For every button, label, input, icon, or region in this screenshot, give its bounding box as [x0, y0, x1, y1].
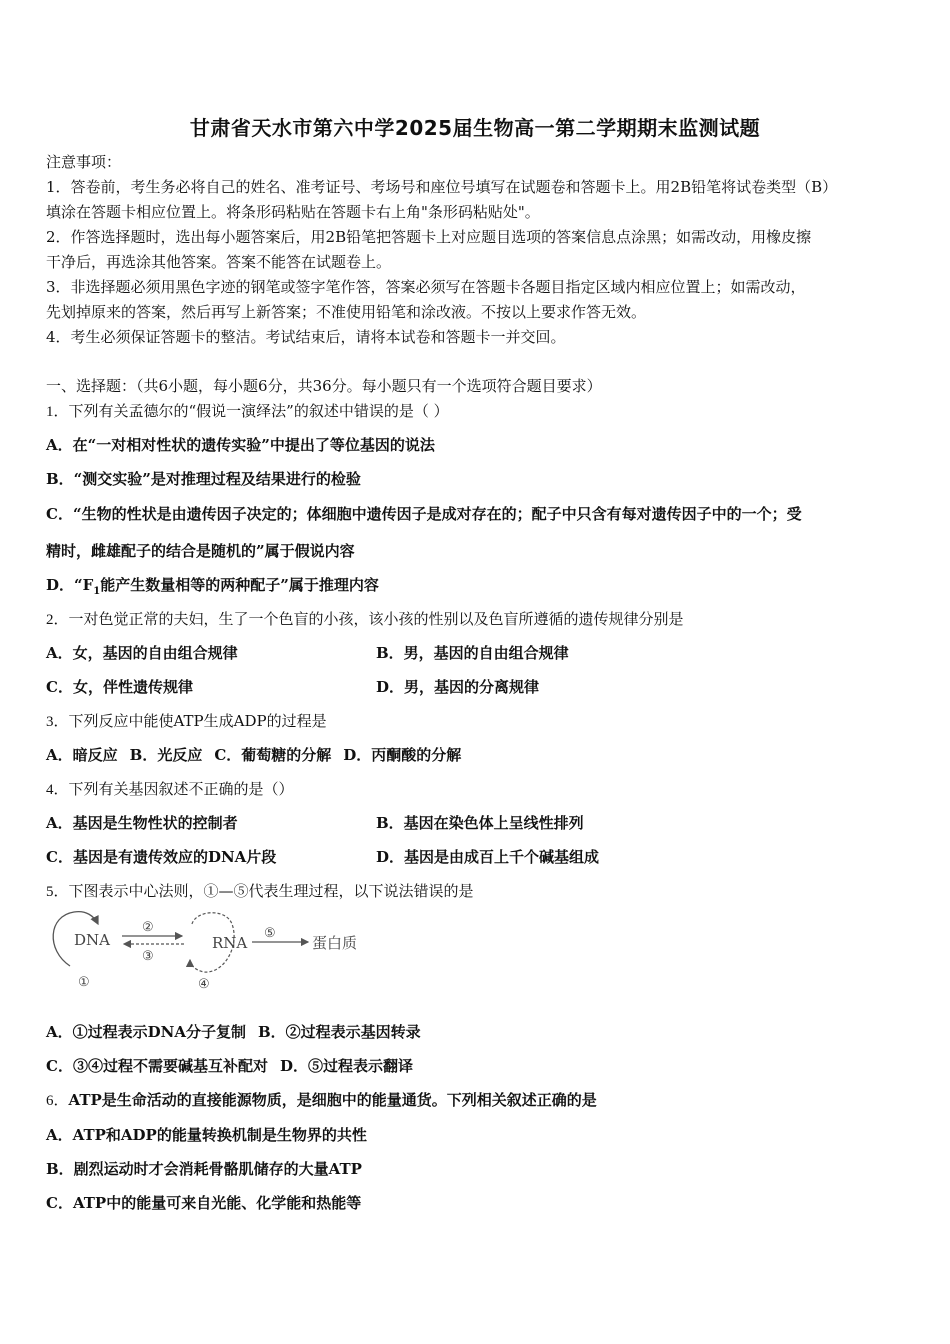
section-heading: 一、选择题：（共6小题，每小题6分，共36分。每小题只有一个选项符合题目要求）	[46, 377, 602, 395]
q3-options	[46, 745, 461, 765]
question-number: 4．	[46, 782, 69, 798]
q2-option-c: C．女，伴性遗传规律	[46, 678, 193, 696]
protein-label: 蛋白质	[312, 934, 358, 952]
question-text: ATP是生命活动的直接能源物质，是细胞中的能量通货。下列相关叙述正确的是	[68, 1091, 597, 1109]
q4-option-b: B．基因在染色体上呈线性排列	[376, 814, 584, 832]
q5-option-a: A．①过程表示DNA分子复制	[46, 1023, 246, 1041]
question-number: 2．	[46, 612, 69, 628]
q2-option-d: D．男，基因的分离规律	[376, 678, 540, 696]
q2-options-row-1	[46, 643, 238, 663]
question-text: 下列反应中能使ATP生成ADP的过程是	[68, 712, 327, 730]
q5-option-c: C．③④过程不需要碱基互补配对	[46, 1057, 268, 1075]
notice-line: 1．答卷前，考生务必将自己的姓名、准考证号、考场号和座位号填写在试题卷和答题卡上。用2B铅笔将试卷类型（B）	[46, 178, 838, 196]
question-number: 1．	[46, 404, 69, 420]
question-2-stem	[46, 609, 684, 630]
q4-option-a: A．基因是生物性状的控制者	[46, 814, 238, 832]
notice-line: 2．作答选择题时，选出每小题答案后，用2B铅笔把答题卡上对应题目选项的答案信息点涂黑；如需改动，用橡皮擦	[46, 228, 812, 246]
question-text: 下列有关孟德尔的“假说一演绎法”的叙述中错误的是（ ）	[68, 402, 449, 420]
question-1-stem	[46, 401, 449, 422]
option-text: 能产生数量相等的两种配子”属于推理内容	[100, 576, 379, 594]
question-text: 下列有关基因叙述不正确的是（）	[68, 780, 294, 798]
q1-option-c-cont: 精时，雌雄配子的结合是随机的”属于假说内容	[46, 542, 355, 560]
question-number: 6．	[46, 1093, 69, 1109]
process-3-label: ③	[142, 949, 154, 964]
process-5-label: ⑤	[264, 926, 276, 941]
notice-line: 填涂在答题卡相应位置上。将条形码粘贴在答题卡右上角"条形码粘贴处"。	[46, 203, 540, 221]
notice-line: 3．非选择题必须用黑色字迹的钢笔或签字笔作答，答案必须写在答题卡各题目指定区域内相应位置上；如需改动，	[46, 278, 806, 296]
process-4-label: ④	[198, 977, 210, 992]
q6-option-a: A．ATP和ADP的能量转换机制是生物界的共性	[46, 1126, 367, 1144]
q2-option-a: A．女，基因的自由组合规律	[46, 644, 238, 662]
question-5-stem	[46, 881, 474, 902]
subscript: 1	[93, 586, 101, 597]
rna-label: RNA	[212, 934, 248, 952]
q5-options-row-1	[46, 1022, 421, 1042]
question-number: 5．	[46, 884, 69, 900]
question-4-stem	[46, 779, 294, 800]
notice-line: 先划掉原来的答案，然后再写上新答案；不准使用铅笔和涂改液。不按以上要求作答无效。	[46, 303, 647, 321]
q3-option-d: D．丙酮酸的分解	[343, 746, 462, 764]
option-text: D．“F	[46, 576, 94, 594]
q1-option-d	[46, 575, 379, 602]
question-text: 下图表示中心法则，①—⑤代表生理过程，以下说法错误的是	[68, 882, 474, 900]
q5-option-d: D．⑤过程表示翻译	[279, 1057, 413, 1075]
question-text: 一对色觉正常的夫妇，生了一个色盲的小孩，该小孩的性别以及色盲所遵循的遗传规律分别是	[68, 610, 684, 628]
q2-option-b: B．男，基因的自由组合规律	[376, 644, 569, 662]
page-title: 甘肃省天水市第六中学2025届生物高一第二学期期末监测试题	[189, 116, 761, 140]
q6-option-c: C．ATP中的能量可来自光能、化学能和热能等	[46, 1194, 362, 1212]
q3-option-c: C．葡萄糖的分解	[214, 746, 332, 764]
q1-option-a: A．在“一对相对性状的遗传实验”中提出了等位基因的说法	[46, 436, 435, 454]
notice-heading: 注意事项：	[46, 153, 122, 171]
notice-line: 干净后，再选涂其他答案。答案不能答在试题卷上。	[46, 253, 392, 271]
q3-option-b: B．光反应	[129, 746, 203, 764]
q5-options-row-2	[46, 1056, 413, 1076]
central-dogma-diagram	[44, 906, 374, 992]
question-3-stem	[46, 711, 327, 732]
q5-option-b: B．②过程表示基因转录	[258, 1023, 421, 1041]
q1-option-c: C．“生物的性状是由遗传因子决定的；体细胞中遗传因子是成对存在的；配子中只含有每对遗传因子中的一个；受	[46, 505, 802, 523]
q4-option-d: D．基因是由成百上千个碱基组成	[376, 848, 600, 866]
process-2-label: ②	[142, 920, 154, 935]
q4-option-c: C．基因是有遗传效应的DNA片段	[46, 848, 277, 866]
question-number: 3．	[46, 714, 69, 730]
q4-options-row-1	[46, 813, 238, 833]
notice-line: 4．考生必须保证答题卡的整洁。考试结束后，请将本试卷和答题卡一并交回。	[46, 328, 566, 346]
q1-option-b: B．“测交实验”是对推理过程及结果进行的检验	[46, 470, 361, 488]
question-6-stem	[46, 1090, 597, 1111]
q6-option-b: B．剧烈运动时才会消耗骨骼肌储存的大量ATP	[46, 1160, 362, 1178]
dna-label: DNA	[74, 931, 110, 949]
q4-options-row-2	[46, 847, 276, 867]
q2-options-row-2	[46, 677, 193, 697]
process-1-label: ①	[78, 975, 90, 990]
q3-option-a: A．暗反应	[46, 746, 118, 764]
